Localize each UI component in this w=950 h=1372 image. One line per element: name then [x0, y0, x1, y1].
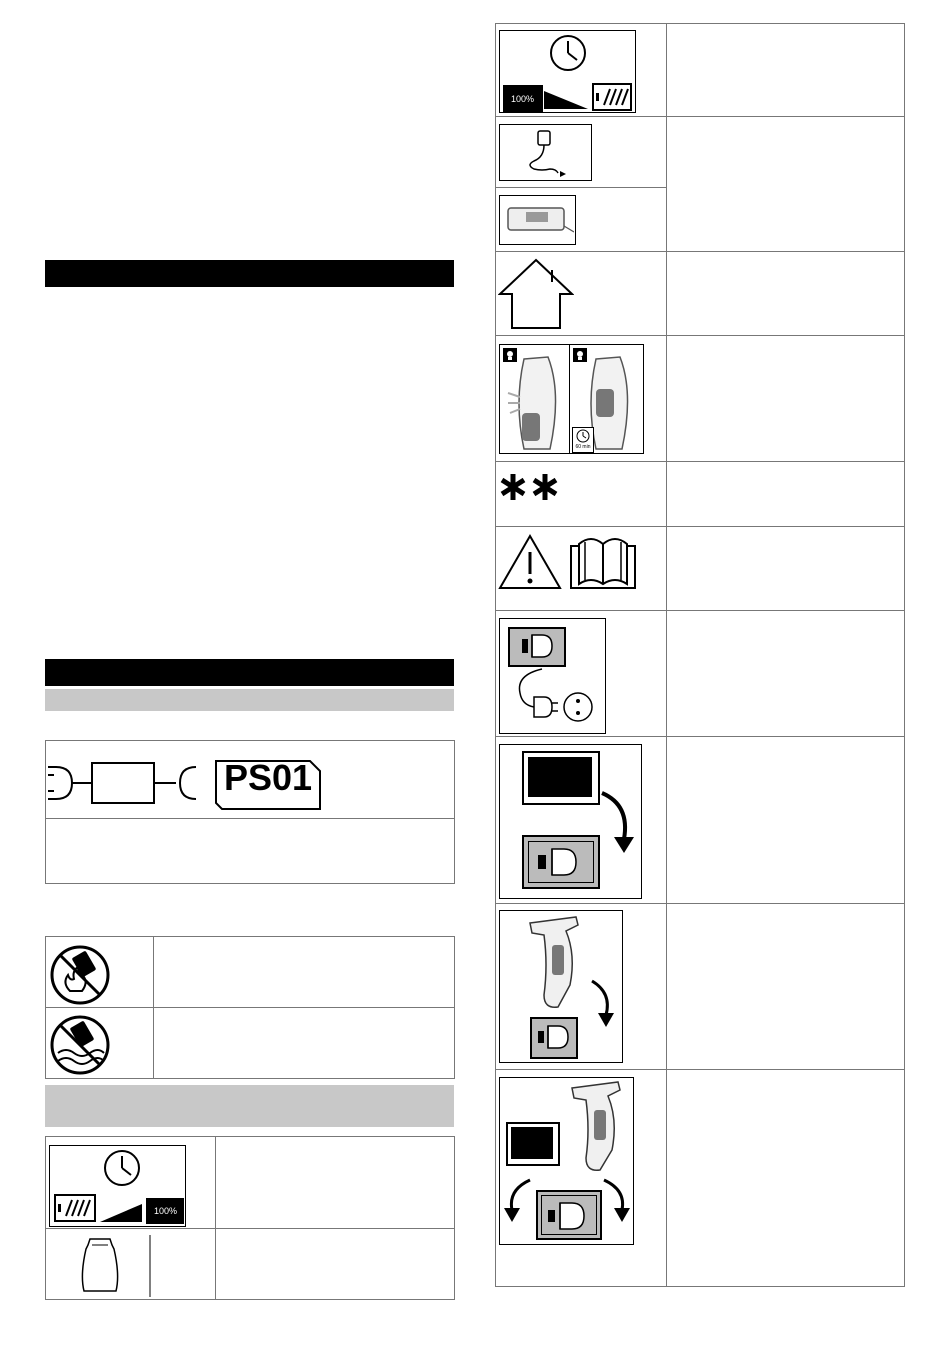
house-icon [498, 256, 574, 330]
battery-percent-label: 100% [154, 1206, 178, 1216]
right-instructions-table [495, 23, 905, 1287]
charger-box [508, 627, 566, 667]
charger-plug-icon [546, 1200, 590, 1232]
discharge-ramp-icon [544, 89, 590, 111]
battery-warning-table [45, 936, 455, 1079]
manual-book-icon [569, 532, 637, 590]
timer-badge [572, 427, 594, 453]
battery-icon [54, 1194, 96, 1222]
section-header-bar-1 [45, 260, 454, 287]
full-battery-icon [146, 1198, 184, 1224]
battery-pack-icon [522, 751, 600, 805]
power-supply-table [45, 740, 455, 884]
charger-box [536, 1190, 602, 1240]
socket-icon [506, 665, 602, 731]
double-asterisk-icon [499, 472, 561, 502]
curved-arrow-icon [600, 1176, 632, 1226]
subsection-bar-2 [45, 1085, 454, 1127]
window-vac-icon [528, 915, 590, 1011]
warning-triangle-icon [498, 534, 562, 590]
charger-plug-icon [520, 129, 580, 179]
power-supply-model-label: PS01 [223, 757, 313, 798]
battery-charge-table [45, 1136, 455, 1300]
charger-plug-icon [518, 633, 556, 659]
curved-arrow-icon [588, 977, 618, 1029]
socket-figure [499, 618, 606, 734]
charger-plug-figure [499, 124, 592, 181]
discharge-figure [499, 30, 636, 113]
light-timer-figure [499, 344, 644, 454]
charging-figure [49, 1145, 186, 1227]
clock-icon [576, 429, 590, 443]
charging-station-icon [504, 202, 574, 242]
window-vac-icon [570, 1080, 632, 1174]
combined-charge-figure [499, 1077, 634, 1245]
charger-plug-icon [536, 1023, 572, 1051]
device-charge-figure [499, 910, 623, 1063]
section-header-bar-2 [45, 659, 454, 686]
curved-arrow-icon [596, 787, 640, 857]
battery-icon [592, 83, 632, 111]
charger-box [522, 835, 600, 889]
curved-arrow-icon [502, 1176, 534, 1226]
no-water-icon [48, 1013, 112, 1077]
charge-ramp-icon [100, 1202, 144, 1224]
battery-insert-figure [499, 744, 642, 899]
full-battery-icon [503, 85, 543, 113]
subsection-bar-1 [45, 689, 454, 711]
clock-icon [102, 1148, 142, 1188]
window-vac-handle-icon [506, 353, 568, 451]
charging-station-figure [499, 195, 576, 245]
battery-pack-icon [506, 1122, 560, 1166]
no-fire-icon [48, 943, 112, 1007]
timer-label: 60 min [575, 444, 591, 450]
charger-plug-icon [536, 845, 582, 879]
clock-icon [548, 33, 588, 73]
window-vac-tank-icon [48, 1235, 152, 1297]
charger-box [530, 1017, 578, 1059]
battery-percent-label: 100% [511, 94, 535, 104]
